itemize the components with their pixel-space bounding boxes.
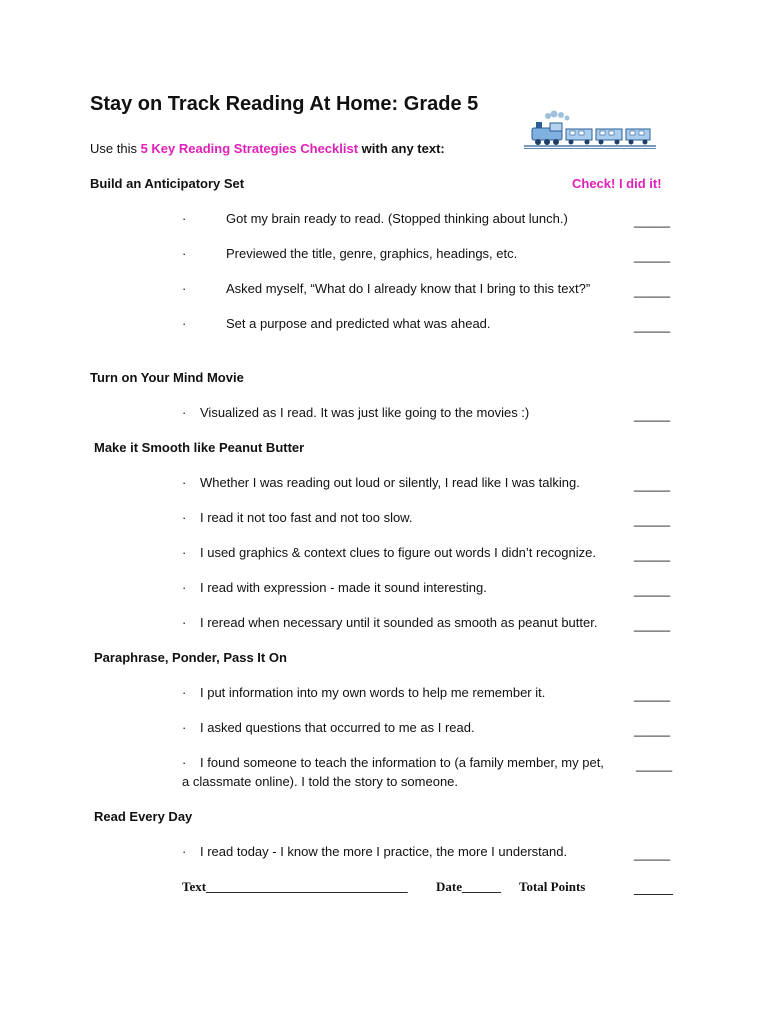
bullet: · [182,211,187,226]
check-blank[interactable]: _____ [634,283,671,298]
section-heading-mind-movie: Turn on Your Mind Movie [90,370,244,385]
checklist-item: Whether I was reading out loud or silently, I read like I was talking. [200,475,580,490]
check-blank[interactable]: _____ [634,248,671,263]
checklist-item: I read it not too fast and not too slow. [200,510,413,525]
checklist-item: Got my brain ready to read. (Stopped thinking about lunch.) [226,211,568,226]
section-heading-paraphrase: Paraphrase, Ponder, Pass It On [94,650,287,665]
check-blank[interactable]: _____ [634,547,671,562]
checklist-item: I reread when necessary until it sounded as smooth as peanut butter. [200,615,598,630]
bullet: · [182,405,187,420]
bullet: · [182,510,187,525]
check-blank[interactable]: _____ [634,722,671,737]
bullet: · [182,545,187,560]
checklist-item: Asked myself, “What do I already know that I bring to this text?” [226,281,591,296]
checklist-item: I put information into my own words to help me remember it. [200,685,546,700]
checklist-item: I read with expression - made it sound interesting. [200,580,487,595]
intro-line [90,141,445,156]
checklist-item: I used graphics & context clues to figure out words I didn’t recognize. [200,545,596,560]
checklist-item: Set a purpose and predicted what was ahead. [226,316,491,331]
bullet: · [182,475,187,490]
checklist-item: Previewed the title, genre, graphics, headings, etc. [226,246,518,261]
check-column-header: Check! I did it! [572,176,662,191]
bullet: · [182,580,187,595]
check-blank[interactable]: _____ [634,687,671,702]
check-blank[interactable]: _____ [634,213,671,228]
intro-highlight: 5 Key Reading Strategies Checklist [140,141,359,156]
bullet: · [182,316,187,331]
train-icon [520,110,660,152]
section-heading-anticipatory-set: Build an Anticipatory Set [90,176,245,191]
intro-prefix: Use this [90,141,141,156]
checklist-item: I found someone to teach the information to (a family member, my pet, [200,755,604,770]
check-blank[interactable]: _____ [634,512,671,527]
bullet: · [182,720,187,735]
total-points-label: Total Points [519,879,586,894]
page-title: Stay on Track Reading At Home: Grade 5 [90,93,479,115]
check-blank[interactable]: _____ [634,617,671,632]
bullet: · [182,755,187,770]
checklist-item: Visualized as I read. It was just like going to the movies :) [200,405,530,420]
total-points-blank[interactable]: ______ [634,881,673,896]
check-blank[interactable]: _____ [634,846,671,861]
check-blank[interactable]: _____ [634,318,671,333]
check-blank[interactable]: _____ [634,582,671,597]
checklist-item: I read today - I know the more I practice, the more I understand. [200,844,568,859]
check-blank[interactable]: _____ [636,757,673,772]
check-blank[interactable]: _____ [634,477,671,492]
date-field-label[interactable]: Date______ [436,879,501,894]
bullet: · [182,615,187,630]
bullet: · [182,246,187,261]
section-heading-smooth: Make it Smooth like Peanut Butter [94,440,305,455]
intro-suffix: with any text: [358,141,445,156]
section-heading-read-every-day: Read Every Day [94,809,193,824]
bullet: · [182,844,187,859]
checklist-item: I asked questions that occurred to me as I read. [200,720,475,735]
check-blank[interactable]: _____ [634,407,671,422]
bullet: · [182,685,187,700]
text-field-label[interactable]: Text_______________________________ [182,879,408,894]
checklist-item-continuation: a classmate online). I told the story to someone. [182,774,459,789]
bullet: · [182,281,187,296]
